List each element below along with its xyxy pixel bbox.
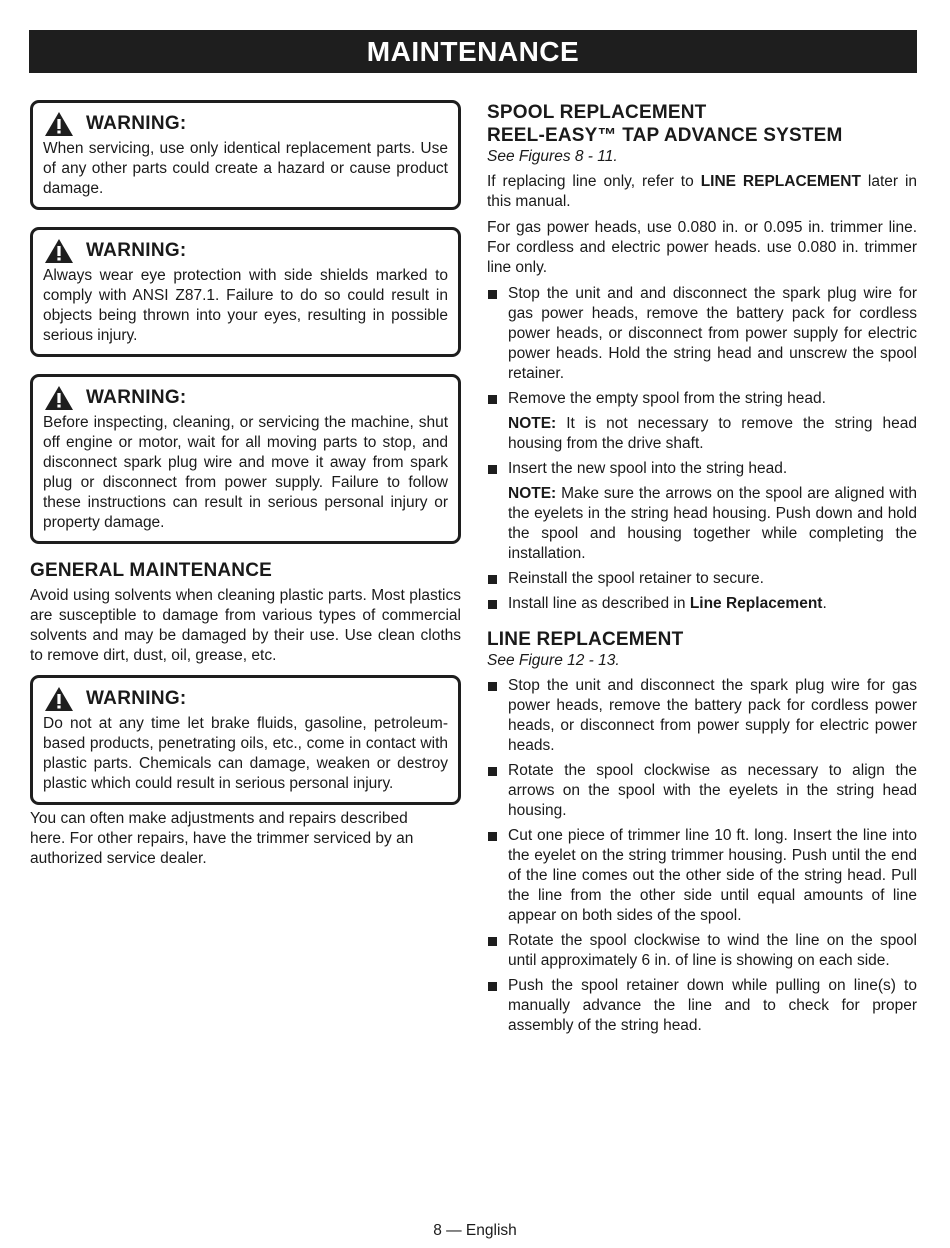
bullet-square-icon <box>487 976 508 1036</box>
see-figure-12-13: See Figure 12 - 13. <box>487 652 620 669</box>
warning-triangle-icon <box>44 238 74 264</box>
line-replacement-heading: LINE REPLACEMENT <box>487 629 684 650</box>
list-item: Remove the empty spool from the string head. <box>487 389 917 409</box>
general-maintenance-heading: GENERAL MAINTENANCE <box>30 560 273 581</box>
list-item: Stop the unit and and disconnect the spark plug wire for gas power heads, remove the battery pack for cordless power heads, or disconnect from power supply for electric power heads. Hold the string head and unscrew the spool retainer. <box>487 284 917 384</box>
spool-replacement-heading: SPOOL REPLACEMENT <box>487 102 707 123</box>
list-item: Insert the new spool into the string head. <box>487 459 917 479</box>
note-drive-shaft: NOTE: It is not necessary to remove the string head housing from the drive shaft. <box>508 415 917 452</box>
page-footer: 8 — English <box>433 1222 517 1239</box>
bullet-square-icon <box>487 569 508 589</box>
warning-title: WARNING: <box>86 688 187 709</box>
list-item: Stop the unit and disconnect the spark plug wire for gas power heads, remove the battery pack for cordless power heads, or disconnect from power supply for electric power heads. <box>487 676 917 756</box>
warning-title: WARNING: <box>86 240 187 261</box>
warning-text: Do not at any time let brake fluids, gasoline, petroleum-based products, penetrating oils, etc., come in contact with plastic parts. Chemicals can damage, weaken or destroy plastic which could result in serious personal injury. <box>43 715 448 792</box>
bullet-square-icon <box>487 594 508 614</box>
general-maintenance-text: Avoid using solvents when cleaning plastic parts. Most plastics are susceptible to damage from various types of commercial solvents and may be damaged by their use. Use clean cloths to remove dirt, dust, oil, grease, etc. <box>30 587 461 664</box>
service-dealer-text: You can often make adjustments and repairs described here. For other repairs, have the trimmer serviced by an authorized service dealer. <box>30 810 414 867</box>
trimmer-line-size-text: For gas power heads, use 0.080 in. or 0.095 in. trimmer line. For cordless and electric power heads. use 0.080 in. trimmer line only. <box>487 219 917 276</box>
bullet-square-icon <box>487 459 508 479</box>
bullet-square-icon <box>487 826 508 926</box>
warning-triangle-icon <box>44 111 74 137</box>
list-item: Push the spool retainer down while pulling on line(s) to manually advance the line and to check for proper assembly of the string head. <box>487 976 917 1036</box>
bullet-square-icon <box>487 676 508 756</box>
warning-text: Before inspecting, cleaning, or servicing the machine, shut off engine or motor, wait for all moving parts to stop, and disconnect spark plug wire and move it away from spark plug or disconnect from power supply. Failure to follow these instructions can result in serious personal injury or property damage. <box>43 414 448 531</box>
replacing-line-note: If replacing line only, refer to LINE REPLACEMENT later in this manual. <box>487 173 918 210</box>
list-item: Reinstall the spool retainer to secure. <box>487 569 917 589</box>
see-figures-8-11: See Figures 8 - 11. <box>487 148 618 165</box>
bullet-square-icon <box>487 389 508 409</box>
page-header <box>29 30 917 73</box>
list-item: Rotate the spool clockwise as necessary to align the arrows on the spool with the eyelets in the string head housing. <box>487 761 917 821</box>
page-title: MAINTENANCE <box>366 36 580 67</box>
bullet-square-icon <box>487 931 508 971</box>
warning-title: WARNING: <box>86 387 187 408</box>
list-item: Install line as described in Line Replacement. <box>487 594 917 614</box>
bullet-square-icon <box>487 284 508 384</box>
warning-box-eye-protection <box>30 227 461 357</box>
reel-easy-heading: REEL-EASY™ TAP ADVANCE SYSTEM <box>487 125 843 146</box>
warning-box-servicing <box>30 374 461 544</box>
warning-text: When servicing, use only identical replacement parts. Use of any other parts could create a hazard or cause product damage. <box>43 140 448 197</box>
warning-box-chemicals <box>30 675 461 805</box>
right-column <box>487 101 917 1041</box>
warning-text: Always wear eye protection with side shields marked to comply with ANSI Z87.1. Failure to do so could result in objects being thrown into your eyes, resulting in possible serious injury. <box>43 267 448 344</box>
list-item: Cut one piece of trimmer line 10 ft. long. Insert the line into the eyelet on the string trimmer housing. Push until the end of the line comes out the other side of the string head. Pull the line from the other side until equal amounts of line appear on both sides of the spool. <box>487 826 917 926</box>
warning-title: WARNING: <box>86 113 187 134</box>
bullet-square-icon <box>487 761 508 821</box>
list-item: Rotate the spool clockwise to wind the line on the spool until approximately 6 in. of line is showing on each side. <box>487 931 917 971</box>
warning-box-replacement-parts <box>30 100 461 210</box>
warning-triangle-icon <box>44 385 74 411</box>
note-arrows-aligned: NOTE: Make sure the arrows on the spool are aligned with the eyelets in the string head housing. Push down and hold the spool and housing together while completing the installation. <box>508 485 917 562</box>
warning-triangle-icon <box>44 686 74 712</box>
left-column <box>30 100 461 875</box>
